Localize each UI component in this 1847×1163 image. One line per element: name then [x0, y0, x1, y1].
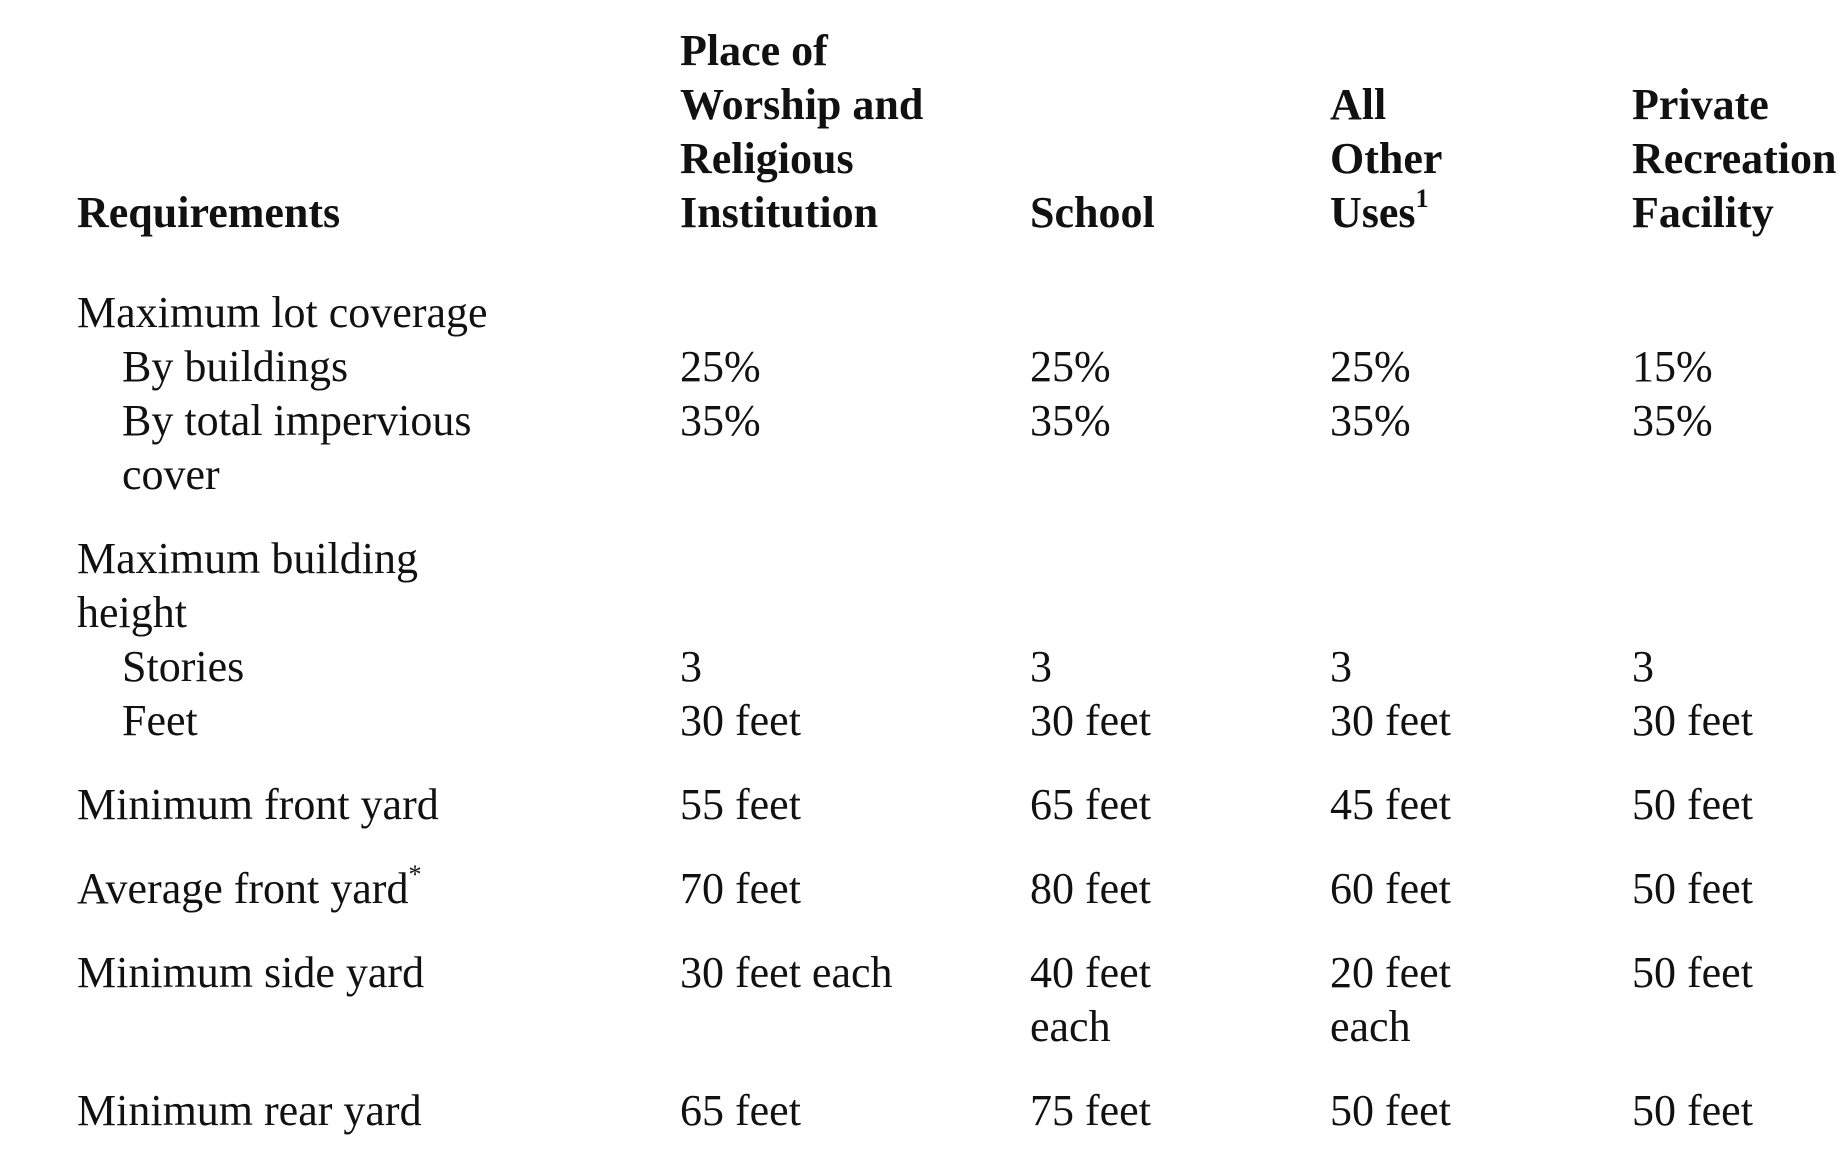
row-label-height-line-1: Maximum building	[77, 534, 418, 583]
cell-side-yard-worship: 30 feet each	[680, 948, 893, 997]
cell-avg-front-yard-worship: 70 feet	[680, 864, 801, 913]
row-label-by-buildings: By buildings	[122, 342, 349, 391]
cell-avg-front-yard-other: 60 feet	[1330, 864, 1451, 913]
cell-front-yard-other: 45 feet	[1330, 780, 1451, 829]
avg-front-yard-text: Average front yard	[77, 864, 409, 913]
header-worship-line-2: Worship and	[680, 80, 924, 129]
row-label-lot-coverage: Maximum lot coverage	[77, 288, 488, 337]
row-label-side-yard: Minimum side yard	[77, 948, 425, 997]
cell-impervious-private: 35%	[1632, 396, 1713, 445]
header-private-line-1: Private	[1632, 80, 1769, 129]
row-label-stories: Stories	[122, 642, 245, 691]
cell-impervious-worship: 35%	[680, 396, 761, 445]
row-label-impervious-line-1: By total impervious	[122, 396, 472, 445]
cell-side-yard-school: 40 feet	[1030, 948, 1151, 997]
header-other-label: Uses	[1330, 188, 1416, 237]
cell-feet-other: 30 feet	[1330, 696, 1451, 745]
cell-rear-yard-private: 50 feet	[1632, 1086, 1753, 1135]
header-worship-line-3: Religious	[680, 134, 854, 183]
cell-stories-other: 3	[1330, 642, 1352, 691]
cell-avg-front-yard-school: 80 feet	[1030, 864, 1151, 913]
cell-front-yard-worship: 55 feet	[680, 780, 801, 829]
row-label-height-line-2: height	[77, 588, 187, 637]
cell-buildings-private: 15%	[1632, 342, 1713, 391]
cell-stories-private: 3	[1632, 642, 1654, 691]
row-label-rear-yard: Minimum rear yard	[77, 1086, 422, 1135]
header-other-line-1: All	[1330, 80, 1387, 129]
cell-buildings-worship: 25%	[680, 342, 761, 391]
header-other-line-2: Other	[1330, 134, 1443, 183]
cell-rear-yard-worship: 65 feet	[680, 1086, 801, 1135]
cell-feet-worship: 30 feet	[680, 696, 801, 745]
row-label-front-yard: Minimum front yard	[77, 780, 439, 829]
cell-impervious-other: 35%	[1330, 396, 1411, 445]
cell-front-yard-school: 65 feet	[1030, 780, 1151, 829]
header-other-line-3	[1330, 186, 1429, 240]
header-private-line-2: Recreation	[1632, 134, 1837, 183]
header-requirements: Requirements	[77, 188, 341, 237]
cell-buildings-other: 25%	[1330, 342, 1411, 391]
row-label-avg-front-yard	[77, 862, 421, 916]
cell-rear-yard-school: 75 feet	[1030, 1086, 1151, 1135]
cell-feet-school: 30 feet	[1030, 696, 1151, 745]
row-label-feet: Feet	[122, 696, 198, 745]
cell-avg-front-yard-private: 50 feet	[1632, 864, 1753, 913]
cell-front-yard-private: 50 feet	[1632, 780, 1753, 829]
header-worship-line-4: Institution	[680, 188, 879, 237]
header-school: School	[1030, 188, 1155, 237]
header-worship-line-1: Place of	[680, 26, 828, 75]
cell-side-yard-other-cont: each	[1330, 1002, 1411, 1051]
asterisk-marker: *	[408, 860, 422, 890]
cell-side-yard-school-cont: each	[1030, 1002, 1111, 1051]
cell-impervious-school: 35%	[1030, 396, 1111, 445]
cell-rear-yard-other: 50 feet	[1330, 1086, 1451, 1135]
row-label-impervious-line-2: cover	[122, 450, 220, 499]
cell-side-yard-other: 20 feet	[1330, 948, 1451, 997]
cell-stories-worship: 3	[680, 642, 702, 691]
footnote-marker: 1	[1415, 184, 1429, 214]
cell-stories-school: 3	[1030, 642, 1052, 691]
header-private-line-3: Facility	[1632, 188, 1774, 237]
cell-buildings-school: 25%	[1030, 342, 1111, 391]
cell-side-yard-private: 50 feet	[1632, 948, 1753, 997]
cell-feet-private: 30 feet	[1632, 696, 1753, 745]
